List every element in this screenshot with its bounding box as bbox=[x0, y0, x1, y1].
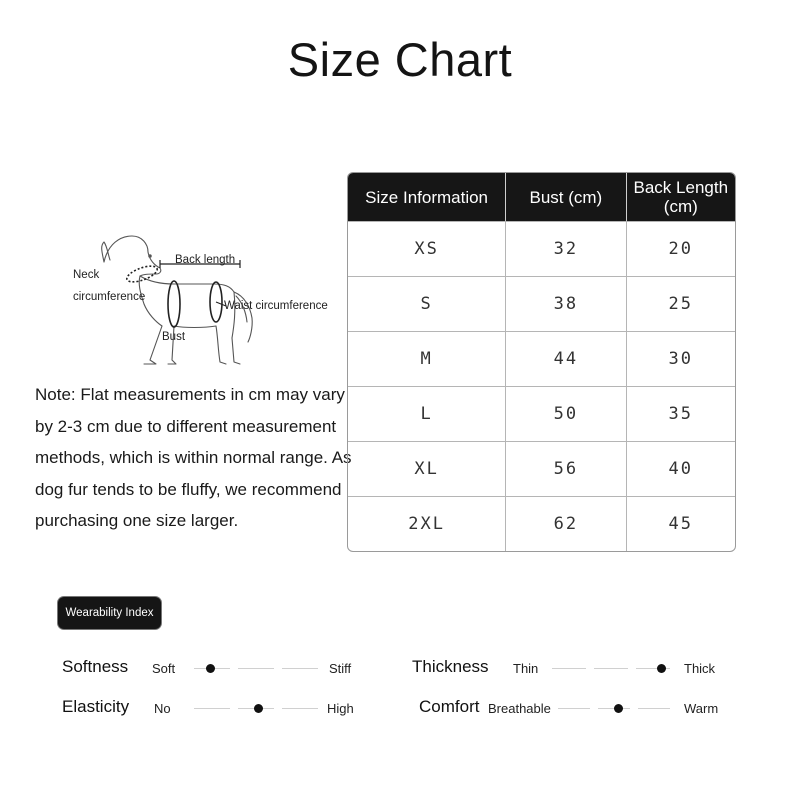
cell-back-length: 20 bbox=[668, 239, 694, 259]
header-bust: Bust (cm) bbox=[506, 173, 626, 221]
wearability-index-badge: Wearability Index bbox=[58, 597, 161, 629]
waist-label: Waist circumference bbox=[224, 300, 328, 312]
table-row bbox=[348, 441, 735, 496]
page-title: Size Chart bbox=[287, 33, 513, 86]
table-row bbox=[348, 386, 735, 441]
metric-name: Comfort bbox=[419, 697, 480, 716]
cell-back-length: 25 bbox=[668, 294, 694, 314]
track-segment bbox=[194, 708, 230, 709]
cell-bust: 32 bbox=[506, 222, 626, 276]
metric-track bbox=[194, 708, 322, 710]
track-segment bbox=[558, 708, 590, 709]
track-segment bbox=[238, 668, 274, 669]
metric-high-label: Stiff bbox=[329, 661, 352, 676]
metric-high-label: High bbox=[327, 701, 354, 716]
level-indicator-dot bbox=[657, 664, 666, 673]
cell-bust: 56 bbox=[506, 442, 626, 496]
size-table bbox=[347, 172, 736, 552]
header-back-length: Back Length (cm) bbox=[633, 178, 729, 216]
header-size: Size Information bbox=[348, 173, 506, 221]
metric-low-label: Soft bbox=[152, 661, 176, 676]
level-indicator-dot bbox=[254, 704, 263, 713]
cell-back-length: 45 bbox=[668, 514, 694, 534]
cell-bust: 50 bbox=[506, 387, 626, 441]
cell-bust: 44 bbox=[506, 332, 626, 386]
metric-elasticity bbox=[62, 697, 362, 721]
track-segment bbox=[282, 708, 318, 709]
metric-low-label: Thin bbox=[513, 661, 539, 676]
cell-bust: 38 bbox=[506, 277, 626, 331]
table-row bbox=[348, 276, 735, 331]
table-row bbox=[348, 331, 735, 386]
metric-low-label: No bbox=[154, 701, 171, 716]
metric-name: Elasticity bbox=[62, 697, 130, 716]
metric-thickness bbox=[412, 657, 732, 681]
track-segment bbox=[552, 668, 586, 669]
metric-track bbox=[194, 668, 322, 670]
track-segment bbox=[638, 708, 670, 709]
level-indicator-dot bbox=[206, 664, 215, 673]
cell-size: S bbox=[348, 277, 506, 331]
size-note: Note: Flat measurements in cm may vary by 2-3 cm due to different measurement methods, which is within normal range. As dog fur tends to be fluffy, we recommend purchasing one size larger. bbox=[35, 385, 352, 530]
neck-label: Neck bbox=[73, 269, 100, 281]
metric-name: Thickness bbox=[412, 657, 489, 676]
cell-size: M bbox=[348, 332, 506, 386]
metric-name: Softness bbox=[62, 657, 129, 676]
back-length-label: Back length bbox=[175, 254, 236, 266]
neck-label-line2: circumference bbox=[73, 291, 146, 303]
table-row bbox=[348, 496, 735, 551]
table-row bbox=[348, 221, 735, 276]
dog-measurement-diagram bbox=[64, 222, 354, 382]
metric-high-label: Thick bbox=[684, 661, 716, 676]
metric-track bbox=[558, 708, 678, 710]
metric-track bbox=[552, 668, 678, 670]
bust-label: Bust bbox=[162, 331, 186, 343]
level-indicator-dot bbox=[614, 704, 623, 713]
cell-size: XS bbox=[348, 222, 506, 276]
metric-low-label: Breathable bbox=[488, 701, 551, 716]
cell-size: XL bbox=[348, 442, 506, 496]
cell-back-length: 35 bbox=[668, 404, 694, 424]
cell-size: L bbox=[348, 387, 506, 441]
cell-size: 2XL bbox=[348, 497, 506, 551]
table-header bbox=[348, 173, 735, 221]
cell-back-length: 40 bbox=[668, 459, 694, 479]
metric-comfort bbox=[419, 697, 739, 721]
track-segment bbox=[594, 668, 628, 669]
metric-softness bbox=[62, 657, 362, 681]
track-segment bbox=[282, 668, 318, 669]
cell-back-length: 30 bbox=[668, 349, 694, 369]
cell-bust: 62 bbox=[506, 497, 626, 551]
metric-high-label: Warm bbox=[684, 701, 719, 716]
